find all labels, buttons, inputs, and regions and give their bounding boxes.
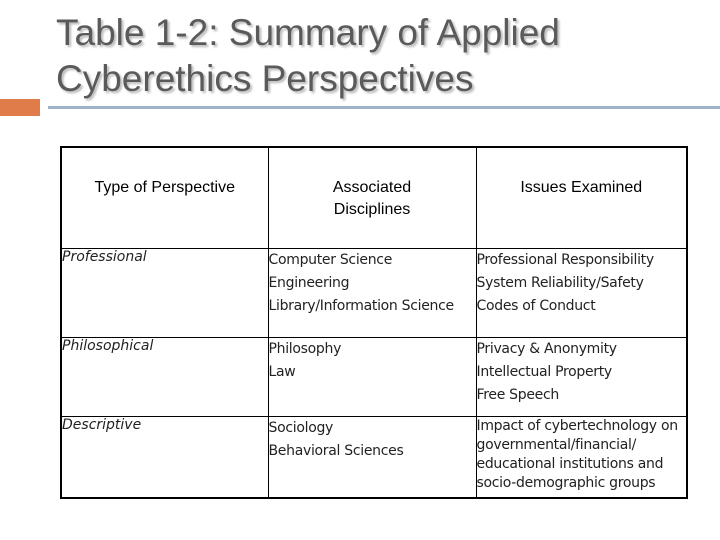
issue-item: Codes of Conduct	[476, 298, 596, 314]
perspective-type: Descriptive	[61, 417, 268, 499]
issue-item: Free Speech	[476, 387, 559, 403]
perspective-type: Professional	[61, 249, 268, 338]
disciplines-cell	[268, 249, 476, 338]
table-row	[61, 249, 687, 338]
disciplines-cell	[268, 338, 476, 417]
issues-cell	[476, 338, 687, 417]
table-row	[61, 417, 687, 499]
discipline-item: Library/Information Science	[268, 298, 454, 314]
issue-item: Professional Responsibility	[476, 252, 654, 268]
issues-cell	[476, 417, 687, 499]
issue-item: Intellectual Property	[476, 364, 612, 380]
disciplines-cell	[268, 417, 476, 499]
issue-item: Impact of cybertechnology on governmental/financial/ educational institutions and socio-demographic groups	[476, 418, 678, 491]
issue-item: Privacy & Anonymity	[476, 341, 617, 357]
discipline-item: Law	[268, 364, 296, 380]
slide-title-line-2: Cyberethics Perspectives	[56, 58, 474, 99]
accent-bar	[0, 99, 40, 116]
issues-cell	[476, 249, 687, 338]
slide-title	[56, 10, 696, 102]
discipline-item: Behavioral Sciences	[268, 443, 404, 459]
header-associated-disciplines: Associated Disciplines	[268, 147, 476, 249]
discipline-item: Engineering	[268, 275, 350, 291]
table-row	[61, 338, 687, 417]
issue-item: System Reliability/Safety	[476, 275, 644, 291]
perspective-type: Philosophical	[61, 338, 268, 417]
perspectives-table	[60, 146, 688, 499]
discipline-item: Sociology	[268, 420, 334, 436]
title-divider	[48, 106, 720, 109]
discipline-item: Philosophy	[268, 341, 342, 357]
discipline-item: Computer Science	[268, 252, 393, 268]
header-issues-examined: Issues Examined	[476, 147, 687, 249]
header-type-of-perspective: Type of Perspective	[61, 147, 268, 249]
slide-title-line-1: Table 1-2: Summary of Applied	[56, 12, 560, 53]
table-header-row	[61, 147, 687, 249]
